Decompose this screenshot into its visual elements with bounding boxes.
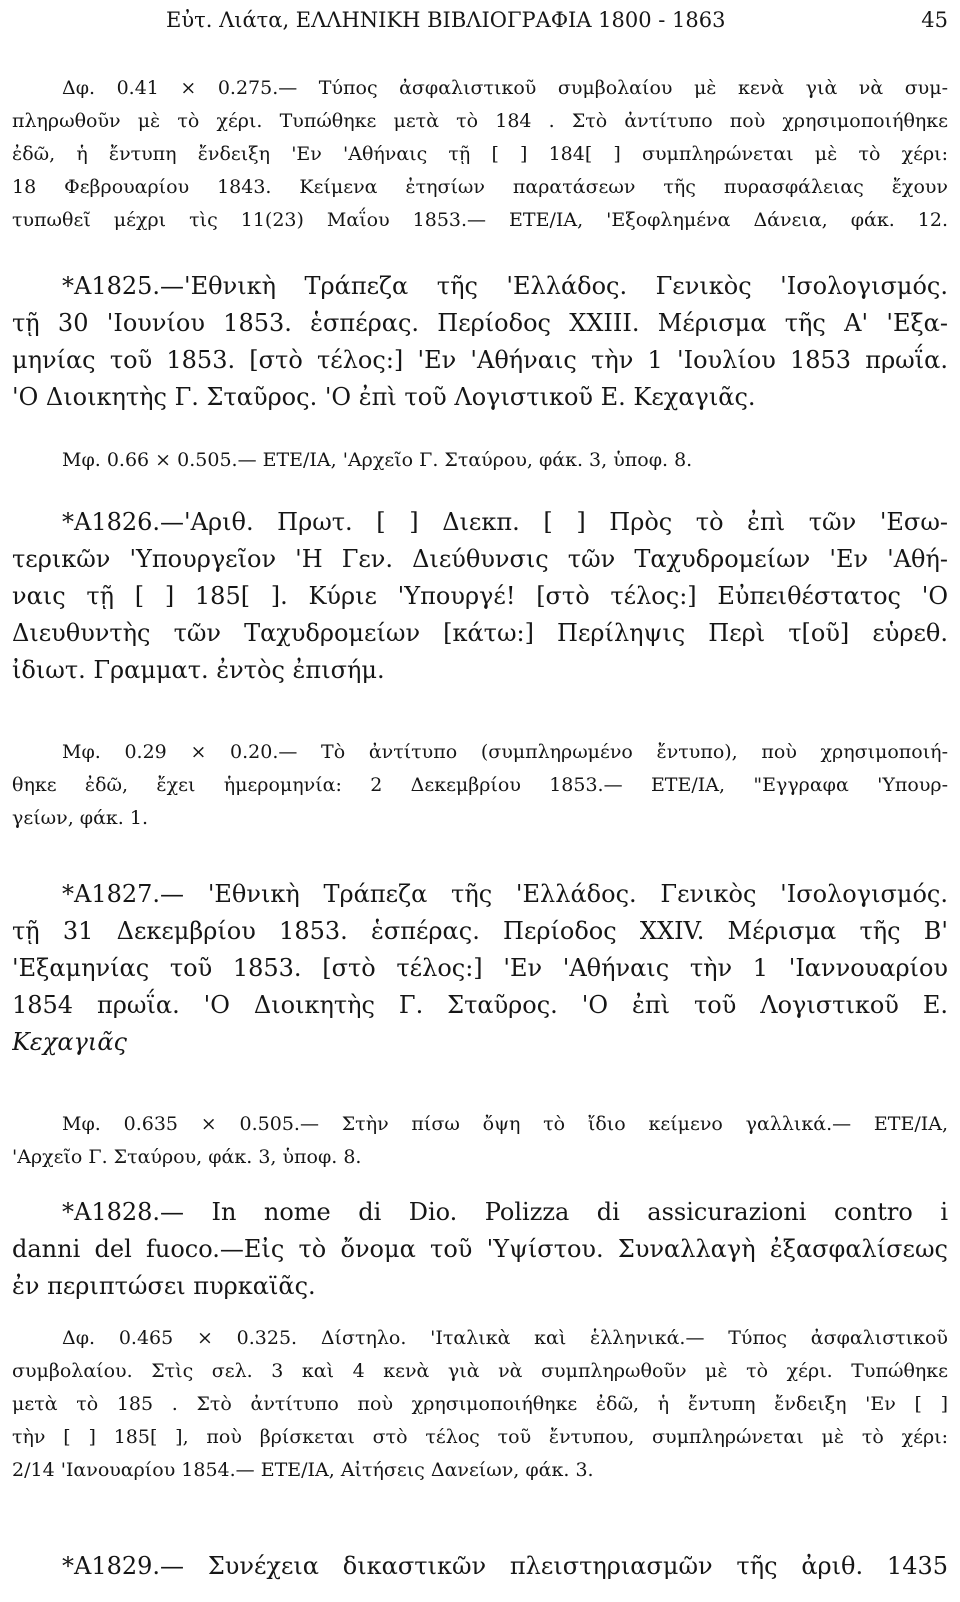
running-title: Εὐτ. Λιάτα, ΕΛΛΗΝΙΚΗ ΒΙΒΛΙΟΓΡΑΦΙΑ 1800 - 1863 (166, 8, 726, 32)
text-line: 1854 πρωΐα. 'Ο Διοικητὴς Γ. Σταῦρος. 'Ο ἐπὶ τοῦ Λογιστικοῦ Ε. (12, 991, 948, 1019)
page-number: 45 (921, 8, 948, 32)
text-line: τυπωθεῖ μέχρι τὶς 11(23) Μαΐου 1853.— ΕΤΕ/ΙΑ, 'Εξοφλημένα Δάνεια, φάκ. 12. (12, 209, 948, 231)
text-line: 'Ο Διοικητὴς Γ. Σταῦρος. 'Ο ἐπὶ τοῦ Λογιστικοῦ Ε. Κεχαγιᾶς. (12, 383, 756, 411)
entry-a1827-description (12, 1108, 948, 1174)
text-line: Μφ. 0.635 × 0.505.— Στὴν πίσω ὄψη τὸ ἴδιο κείμενο γαλλικά.— ΕΤΕ/ΙΑ, (62, 1113, 948, 1135)
text-line: 2/14 'Ιανουαρίου 1854.— ΕΤΕ/ΙΑ, Αἰτήσεις Δανείων, φάκ. 3. (12, 1459, 594, 1481)
entry-a1828-title (12, 1194, 948, 1305)
text-line: danni del fuoco.—Εἰς τὸ ὄνομα τοῦ 'Υψίστου. Συναλλαγὴ ἐξασφαλίσεως (12, 1235, 948, 1263)
text-line: τῇ 30 'Ιουνίου 1853. ἑσπέρας. Περίοδος XXIII. Μέρισμα τῆς Α' 'Εξα- (12, 309, 948, 337)
entry-heading: *Α1827.— 'Εθνικὴ Τράπεζα τῆς 'Ελλάδος. Γενικὸς 'Ισολογισμός. (62, 880, 948, 908)
entry-a1827-title (12, 876, 948, 1061)
text-line: συμβολαίου. Στὶς σελ. 3 καὶ 4 κενὰ γιὰ νὰ συμπληρωθοῦν μὲ τὸ χέρι. Τυπώθηκε (12, 1360, 948, 1382)
text-line: θηκε ἐδῶ, ἔχει ἡμερομηνία: 2 Δεκεμβρίου 1853.— ΕΤΕ/ΙΑ, "Εγγραφα 'Υπουρ- (12, 774, 948, 796)
text-line: γείων, φάκ. 1. (12, 807, 148, 829)
text-line: τερικῶν 'Υπουργεῖον 'Η Γεν. Διεύθυνσις τῶν Ταχυδρομείων 'Εν 'Αθή- (12, 545, 948, 573)
text-line: τὴν [ ] 185[ ], ποὺ βρίσκεται στὸ τέλος τοῦ ἔντυπου, συμπληρώνεται μὲ τὸ χέρι: (12, 1426, 948, 1448)
text-line: ἰδιωτ. Γραμματ. ἐντὸς ἐπισήμ. (12, 656, 385, 684)
entry-heading: *Α1826.—'Αριθ. Πρωτ. [ ] Διεκπ. [ ] Πρὸς τὸ ἐπὶ τῶν 'Εσω- (62, 508, 948, 536)
entry-heading: *Α1825.—'Εθνικὴ Τράπεζα τῆς 'Ελλάδος. Γενικὸς 'Ισολογισμός. (62, 272, 948, 300)
text-line: 'Εξαμηνίας τοῦ 1853. [στὸ τέλος:] 'Εν 'Αθήναις τὴν 1 'Ιαννουαρίου (12, 954, 948, 982)
entry-a1825-title (12, 268, 948, 416)
entry-a1825-description (12, 444, 948, 477)
entry-heading: *Α1828.— In nome di Dio. Polizza di assicurazioni contro i (62, 1198, 948, 1226)
text-line: Δφ. 0.465 × 0.325. Δίστηλο. 'Ιταλικὰ καὶ ἑλληνικά.— Τύπος ἀσφαλιστικοῦ (62, 1327, 948, 1349)
entry-heading: *Α1829.— Συνέχεια δικαστικῶν πλειστηριασμῶν τῆς ἀριθ. 1435 (62, 1552, 948, 1580)
text-line: Διευθυντὴς τῶν Ταχυδρομείων [κάτω:] Περίληψις Περὶ τ[οῦ] εὑρεθ. (12, 619, 948, 647)
text-line: 'Αρχεῖο Γ. Σταύρου, φάκ. 3, ὑποφ. 8. (12, 1146, 362, 1168)
entry-a1826-title (12, 504, 948, 689)
text-line: Δφ. 0.41 × 0.275.— Τύπος ἀσφαλιστικοῦ συμβολαίου μὲ κενὰ γιὰ νὰ συμ- (62, 77, 948, 99)
text-line: πληρωθοῦν μὲ τὸ χέρι. Τυπώθηκε μετὰ τὸ 184 . Στὸ ἀντίτυπο ποὺ χρησιμοποιήθηκε (12, 110, 948, 132)
text-line: ἐν περιπτώσει πυρκαϊᾶς. (12, 1272, 316, 1300)
entry-a1828-description (12, 1322, 948, 1487)
entry-a1826-description (12, 736, 948, 835)
page-header (14, 2, 948, 38)
text-line: μηνίας τοῦ 1853. [στὸ τέλος:] 'Εν 'Αθήναις τὴν 1 'Ιουλίου 1853 πρωΐα. (12, 346, 948, 374)
text-line: Μφ. 0.29 × 0.20.— Τὸ ἀντίτυπο (συμπληρωμένο ἔντυπο), ποὺ χρησιμοποιή- (62, 741, 948, 763)
text-line: μετὰ τὸ 185 . Στὸ ἀντίτυπο ποὺ χρησιμοποιήθηκε ἐδῶ, ἡ ἔντυπη ἔνδειξη 'Εν [ ] (12, 1393, 948, 1415)
text-line: ἐδῶ, ἡ ἔντυπη ἔνδειξη 'Εν 'Αθήναις τῇ [ ] 184[ ] συμπληρώνεται μὲ τὸ χέρι: (12, 143, 948, 165)
text-line: ναις τῇ [ ] 185[ ]. Κύριε 'Υπουργέ! [στὸ τέλος:] Εὐπειθέστατος 'Ο (12, 582, 948, 610)
entry-a1824-description (12, 72, 948, 237)
text-line: τῇ 31 Δεκεμβρίου 1853. ἑσπέρας. Περίοδος XXIV. Μέρισμα τῆς Β' (12, 917, 948, 945)
text-line: Κεχαγιᾶς (12, 1028, 127, 1056)
text-line: Μφ. 0.66 × 0.505.— ΕΤΕ/ΙΑ, 'Αρχεῖο Γ. Σταύρου, φάκ. 3, ὑποφ. 8. (62, 449, 693, 471)
text-line: 18 Φεβρουαρίου 1843. Κείμενα ἐτησίων παρατάσεων τῆς πυρασφάλειας ἔχουν (12, 176, 948, 198)
entry-a1829-title (12, 1548, 948, 1585)
